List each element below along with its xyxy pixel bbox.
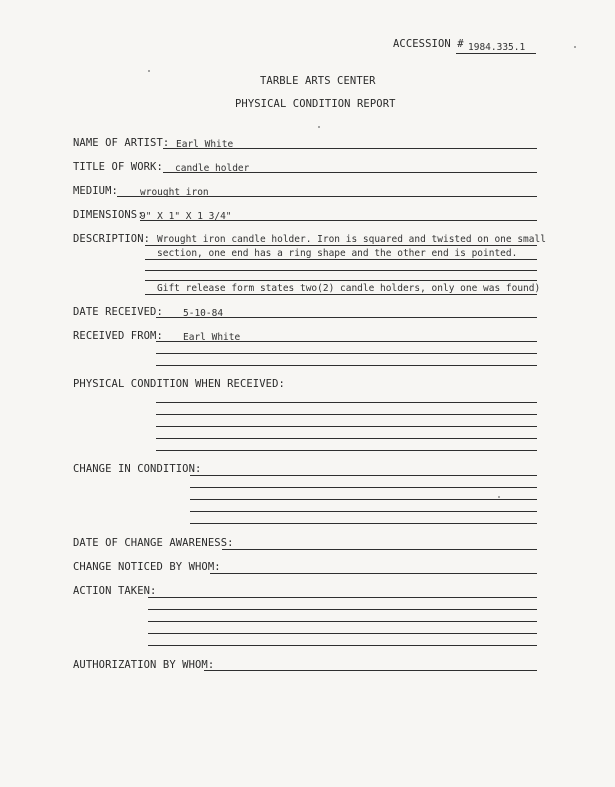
paper-speck xyxy=(318,126,320,128)
dimensions-line xyxy=(140,220,537,221)
description-rule-4 xyxy=(145,280,537,281)
description-line-3: Gift release form states two(2) candle holders, only one was found) xyxy=(157,283,541,294)
change-in-condition-line-3 xyxy=(190,499,537,500)
received-from-label: RECEIVED FROM: xyxy=(73,330,163,342)
change-in-condition-label: CHANGE IN CONDITION: xyxy=(73,463,202,475)
paper-speck xyxy=(498,496,500,498)
change-in-condition-line-4 xyxy=(190,511,537,512)
artist-line xyxy=(163,148,537,149)
title-value: candle holder xyxy=(175,163,250,174)
physical-condition-line-2 xyxy=(156,414,537,415)
date-received-value: 5-10-84 xyxy=(183,308,224,319)
description-line-1: Wrought iron candle holder. Iron is squared and twisted on one small xyxy=(157,234,546,245)
physical-condition-line-5 xyxy=(156,450,537,451)
title-label: TITLE OF WORK: xyxy=(73,161,163,173)
institution-name: TARBLE ARTS CENTER xyxy=(260,75,376,87)
paper-speck xyxy=(574,46,576,48)
received-from-line-1 xyxy=(156,341,537,342)
action-taken-line-2 xyxy=(148,609,537,610)
physical-condition-line-1 xyxy=(156,402,537,403)
report-title: PHYSICAL CONDITION REPORT xyxy=(235,98,396,110)
action-taken-line-4 xyxy=(148,633,537,634)
medium-value: wrought iron xyxy=(140,187,209,198)
description-rule-1 xyxy=(145,245,537,246)
description-rule-3 xyxy=(145,270,537,271)
action-taken-label: ACTION TAKEN: xyxy=(73,585,157,597)
change-noticed-by-line xyxy=(210,573,537,574)
physical-condition-label: PHYSICAL CONDITION WHEN RECEIVED: xyxy=(73,378,285,390)
medium-label: MEDIUM: xyxy=(73,185,118,197)
date-change-awareness-label: DATE OF CHANGE AWARENESS: xyxy=(73,537,234,549)
action-taken-line-3 xyxy=(148,621,537,622)
received-from-line-3 xyxy=(156,365,537,366)
action-taken-line-5 xyxy=(148,645,537,646)
dimensions-value: 9" X 1" X 1 3/4" xyxy=(140,211,232,222)
dimensions-label: DIMENSIONS: xyxy=(73,209,144,221)
title-line xyxy=(163,172,537,173)
artist-value: Earl White xyxy=(176,139,234,150)
change-in-condition-line-2 xyxy=(190,487,537,488)
received-from-value: Earl White xyxy=(183,332,241,343)
accession-line xyxy=(456,53,536,54)
description-rule-2 xyxy=(145,259,537,260)
authorization-label: AUTHORIZATION BY WHOM: xyxy=(73,659,215,671)
medium-line xyxy=(117,196,537,197)
date-received-label: DATE RECEIVED: xyxy=(73,306,163,318)
description-rule-5 xyxy=(145,294,537,295)
date-received-line xyxy=(156,317,537,318)
description-line-2: section, one end has a ring shape and the other end is pointed. xyxy=(157,248,518,259)
authorization-line xyxy=(204,670,537,671)
physical-condition-line-4 xyxy=(156,438,537,439)
accession-label: ACCESSION # xyxy=(393,38,464,50)
change-noticed-by-label: CHANGE NOTICED BY WHOM: xyxy=(73,561,221,573)
artist-label: NAME OF ARTIST: xyxy=(73,137,170,149)
change-in-condition-line-1 xyxy=(190,475,537,476)
date-change-awareness-line xyxy=(222,549,537,550)
paper-speck xyxy=(148,70,150,72)
description-label: DESCRIPTION: xyxy=(73,233,151,245)
physical-condition-line-3 xyxy=(156,426,537,427)
received-from-line-2 xyxy=(156,353,537,354)
accession-value: 1984.335.1 xyxy=(468,42,526,53)
change-in-condition-line-5 xyxy=(190,523,537,524)
action-taken-line-1 xyxy=(148,597,537,598)
